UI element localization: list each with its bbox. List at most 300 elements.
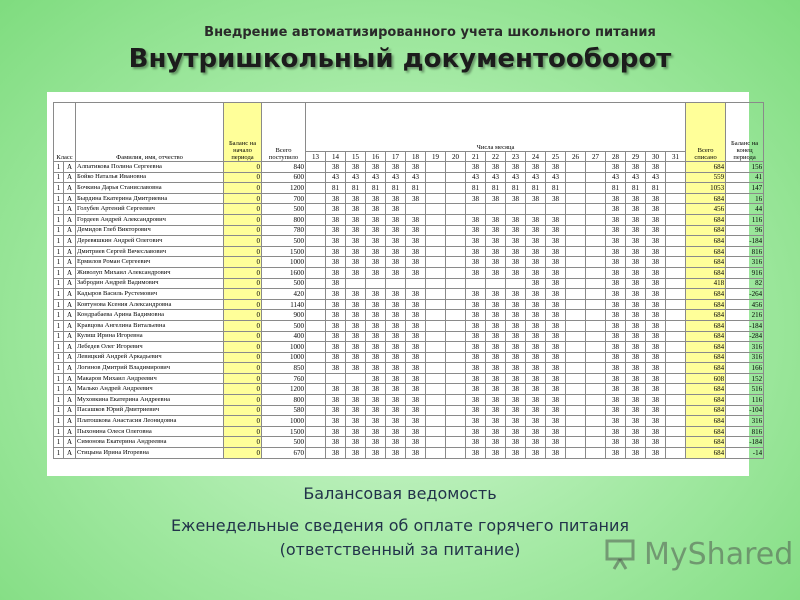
name-cell: Пыхонина Олеся Олеговна	[76, 426, 224, 437]
balance-end-cell: 16	[726, 193, 764, 204]
day-cell	[666, 426, 686, 437]
day-cell: 38	[626, 289, 646, 300]
grade-cell: 1	[54, 363, 64, 374]
letter-cell: А	[64, 363, 76, 374]
day-cell: 38	[366, 310, 386, 321]
received-cell: 670	[262, 448, 306, 459]
grade-cell: 1	[54, 193, 64, 204]
day-cell	[586, 426, 606, 437]
day-cell: 38	[626, 352, 646, 363]
day-cell: 38	[386, 384, 406, 395]
day-cell: 38	[606, 342, 626, 353]
received-cell: 800	[262, 395, 306, 406]
name-cell: Логинов Дмитрий Владимирович	[76, 363, 224, 374]
written-off-cell: 418	[686, 278, 726, 289]
day-cell: 38	[386, 437, 406, 448]
day-cell: 38	[546, 278, 566, 289]
day-cell: 38	[466, 257, 486, 268]
day-cell	[486, 278, 506, 289]
day-cell	[666, 448, 686, 459]
day-cell	[566, 373, 586, 384]
day-cell: 38	[406, 448, 426, 459]
day-cell: 38	[626, 310, 646, 321]
day-cell: 38	[646, 437, 666, 448]
day-cell	[306, 289, 326, 300]
day-cell	[666, 225, 686, 236]
day-cell: 38	[386, 405, 406, 416]
written-off-cell: 559	[686, 172, 726, 183]
day-cell	[666, 331, 686, 342]
day-cell: 38	[346, 267, 366, 278]
day-cell	[426, 426, 446, 437]
day-cell: 38	[466, 426, 486, 437]
day-cell: 38	[386, 225, 406, 236]
day-header: 25	[546, 152, 566, 162]
day-cell: 38	[366, 405, 386, 416]
letter-cell: А	[64, 395, 76, 406]
letter-cell: А	[64, 299, 76, 310]
day-cell	[446, 257, 466, 268]
day-cell: 38	[526, 405, 546, 416]
day-cell: 38	[386, 373, 406, 384]
day-cell	[446, 342, 466, 353]
table-row	[54, 225, 764, 236]
day-cell	[446, 289, 466, 300]
table-row	[54, 373, 764, 384]
day-cell: 38	[506, 214, 526, 225]
name-cell: Демидов Глеб Викторович	[76, 225, 224, 236]
day-cell	[426, 437, 446, 448]
day-cell	[566, 246, 586, 257]
day-cell	[426, 236, 446, 247]
day-cell: 38	[386, 267, 406, 278]
day-cell	[306, 267, 326, 278]
received-cell: 580	[262, 405, 306, 416]
table-body	[54, 162, 764, 459]
day-cell: 38	[466, 236, 486, 247]
day-cell: 38	[546, 448, 566, 459]
day-cell: 38	[546, 416, 566, 427]
day-cell: 38	[366, 214, 386, 225]
table-row	[54, 214, 764, 225]
day-cell: 38	[646, 395, 666, 406]
day-cell	[426, 172, 446, 183]
day-cell: 38	[606, 214, 626, 225]
balance-start-cell: 0	[224, 363, 262, 374]
received-cell: 780	[262, 225, 306, 236]
day-cell	[306, 448, 326, 459]
day-cell: 38	[626, 437, 646, 448]
day-cell	[666, 299, 686, 310]
day-cell: 38	[626, 416, 646, 427]
day-cell: 38	[346, 426, 366, 437]
day-cell	[406, 204, 426, 215]
day-cell	[426, 310, 446, 321]
day-cell	[566, 320, 586, 331]
day-cell: 38	[466, 299, 486, 310]
day-cell	[426, 384, 446, 395]
day-cell	[586, 310, 606, 321]
day-cell: 38	[326, 405, 346, 416]
grade-cell: 1	[54, 416, 64, 427]
balance-end-cell: -184	[726, 320, 764, 331]
day-cell: 38	[486, 214, 506, 225]
day-cell	[566, 278, 586, 289]
grade-cell: 1	[54, 320, 64, 331]
day-cell	[306, 278, 326, 289]
day-cell: 38	[366, 363, 386, 374]
day-cell: 38	[646, 331, 666, 342]
day-cell: 38	[386, 331, 406, 342]
day-cell: 38	[606, 426, 626, 437]
day-cell	[426, 448, 446, 459]
day-cell: 38	[626, 448, 646, 459]
received-cell: 1000	[262, 257, 306, 268]
day-cell: 38	[626, 278, 646, 289]
day-cell: 38	[406, 193, 426, 204]
day-cell	[666, 363, 686, 374]
day-cell: 38	[326, 193, 346, 204]
written-off-cell: 684	[686, 289, 726, 300]
day-cell: 38	[406, 236, 426, 247]
day-cell: 38	[506, 448, 526, 459]
day-cell: 38	[646, 246, 666, 257]
day-cell: 38	[466, 193, 486, 204]
day-cell: 38	[406, 405, 426, 416]
day-cell: 38	[626, 426, 646, 437]
grade-cell: 1	[54, 342, 64, 353]
day-cell	[586, 204, 606, 215]
day-cell: 38	[606, 352, 626, 363]
day-header: 29	[626, 152, 646, 162]
day-cell: 38	[486, 405, 506, 416]
day-cell: 38	[366, 342, 386, 353]
table-row	[54, 310, 764, 321]
day-cell: 38	[546, 373, 566, 384]
received-cell: 500	[262, 278, 306, 289]
day-cell	[446, 448, 466, 459]
day-cell: 38	[546, 236, 566, 247]
day-cell: 38	[486, 331, 506, 342]
day-cell: 38	[486, 437, 506, 448]
day-cell: 38	[626, 225, 646, 236]
day-cell: 38	[506, 267, 526, 278]
day-cell: 38	[346, 299, 366, 310]
day-cell	[306, 162, 326, 173]
day-cell	[666, 183, 686, 194]
balance-start-cell: 0	[224, 395, 262, 406]
received-cell: 900	[262, 310, 306, 321]
table-row	[54, 320, 764, 331]
name-cell: Голубев Артений Сергеевич	[76, 204, 224, 215]
day-cell	[426, 257, 446, 268]
day-cell: 38	[466, 352, 486, 363]
grade-cell: 1	[54, 405, 64, 416]
table-row	[54, 289, 764, 300]
day-cell	[586, 342, 606, 353]
grade-cell: 1	[54, 448, 64, 459]
day-cell	[386, 278, 406, 289]
day-cell	[666, 257, 686, 268]
day-header: 20	[446, 152, 466, 162]
day-cell: 38	[366, 162, 386, 173]
day-cell: 38	[486, 448, 506, 459]
name-cell: Бырдина Екатерина Дмитриевна	[76, 193, 224, 204]
balance-start-cell: 0	[224, 246, 262, 257]
day-cell: 38	[506, 352, 526, 363]
name-cell: Ермилов Роман Сергеевич	[76, 257, 224, 268]
day-cell	[666, 289, 686, 300]
day-cell	[666, 172, 686, 183]
name-cell: Гордеев Андрей Александрович	[76, 214, 224, 225]
day-cell: 38	[486, 257, 506, 268]
day-cell: 38	[646, 299, 666, 310]
balance-end-cell: 166	[726, 363, 764, 374]
day-cell: 38	[406, 384, 426, 395]
day-cell: 38	[506, 384, 526, 395]
day-cell: 38	[506, 162, 526, 173]
received-cell: 400	[262, 331, 306, 342]
day-cell: 38	[386, 426, 406, 437]
day-cell	[306, 214, 326, 225]
day-cell	[566, 225, 586, 236]
written-off-cell: 684	[686, 342, 726, 353]
day-cell	[586, 214, 606, 225]
day-cell: 38	[386, 363, 406, 374]
day-cell: 38	[486, 193, 506, 204]
day-cell: 38	[626, 246, 646, 257]
day-cell: 38	[506, 363, 526, 374]
day-cell	[446, 384, 466, 395]
day-cell: 38	[606, 384, 626, 395]
received-cell: 1000	[262, 416, 306, 427]
day-cell: 38	[326, 236, 346, 247]
written-off-cell: 684	[686, 246, 726, 257]
written-off-cell: 1053	[686, 183, 726, 194]
day-cell	[586, 395, 606, 406]
day-cell	[426, 183, 446, 194]
day-cell: 38	[646, 162, 666, 173]
day-cell	[306, 310, 326, 321]
day-cell: 38	[626, 331, 646, 342]
day-cell: 38	[406, 289, 426, 300]
day-cell	[506, 204, 526, 215]
day-cell: 38	[326, 310, 346, 321]
day-cell: 38	[606, 225, 626, 236]
day-cell	[666, 267, 686, 278]
written-off-cell: 684	[686, 437, 726, 448]
day-cell: 38	[406, 416, 426, 427]
day-cell: 38	[606, 299, 626, 310]
balance-end-cell: 316	[726, 257, 764, 268]
day-cell	[586, 236, 606, 247]
day-cell: 38	[646, 236, 666, 247]
day-cell	[446, 162, 466, 173]
day-cell: 38	[646, 257, 666, 268]
name-cell: Алпатикова Полина Сергеевна	[76, 162, 224, 173]
received-cell: 800	[262, 214, 306, 225]
day-cell: 38	[626, 395, 646, 406]
day-cell	[426, 193, 446, 204]
day-cell: 38	[366, 204, 386, 215]
day-cell: 38	[406, 267, 426, 278]
day-cell: 38	[326, 331, 346, 342]
day-cell: 38	[546, 352, 566, 363]
day-cell	[486, 204, 506, 215]
day-cell	[426, 342, 446, 353]
day-cell: 38	[386, 416, 406, 427]
table-row	[54, 246, 764, 257]
day-cell	[566, 193, 586, 204]
day-cell	[466, 278, 486, 289]
name-cell: Деревяшкин Андрей Олегович	[76, 236, 224, 247]
day-cell	[306, 331, 326, 342]
day-cell: 38	[326, 225, 346, 236]
day-cell	[426, 373, 446, 384]
balance-start-cell: 0	[224, 373, 262, 384]
table-row	[54, 183, 764, 194]
name-cell: Малько Андрей Андреевич	[76, 384, 224, 395]
day-cell: 38	[466, 320, 486, 331]
letter-cell: А	[64, 289, 76, 300]
day-cell: 38	[606, 437, 626, 448]
name-cell: Дмитриев Сергей Вячеславович	[76, 246, 224, 257]
day-cell: 38	[326, 352, 346, 363]
received-cell: 1200	[262, 183, 306, 194]
day-cell: 43	[646, 172, 666, 183]
day-cell: 38	[526, 352, 546, 363]
day-cell: 81	[386, 183, 406, 194]
day-cell	[306, 236, 326, 247]
letter-cell: А	[64, 416, 76, 427]
day-cell: 38	[466, 405, 486, 416]
table-row	[54, 405, 764, 416]
day-cell: 38	[326, 320, 346, 331]
day-cell	[426, 363, 446, 374]
day-cell: 38	[526, 289, 546, 300]
day-cell: 38	[346, 193, 366, 204]
day-cell	[566, 363, 586, 374]
day-cell: 38	[346, 225, 366, 236]
day-cell: 38	[606, 204, 626, 215]
grade-cell: 1	[54, 214, 64, 225]
name-cell: Забродин Андрей Вадимович	[76, 278, 224, 289]
day-cell	[306, 225, 326, 236]
day-cell	[346, 373, 366, 384]
balance-end-cell: 316	[726, 416, 764, 427]
day-cell: 38	[546, 384, 566, 395]
day-cell: 38	[506, 225, 526, 236]
day-cell	[446, 426, 466, 437]
day-cell: 38	[386, 395, 406, 406]
name-cell: Платошкова Анастасия Леонидовна	[76, 416, 224, 427]
day-cell: 38	[486, 384, 506, 395]
balance-end-cell: 456	[726, 299, 764, 310]
day-cell	[586, 278, 606, 289]
letter-cell: А	[64, 204, 76, 215]
day-cell: 81	[526, 183, 546, 194]
table-row	[54, 352, 764, 363]
day-cell: 38	[526, 384, 546, 395]
grade-cell: 1	[54, 373, 64, 384]
day-cell: 38	[406, 246, 426, 257]
day-cell	[446, 352, 466, 363]
grade-cell: 1	[54, 437, 64, 448]
day-cell: 38	[386, 299, 406, 310]
day-cell: 38	[626, 299, 646, 310]
day-cell	[446, 278, 466, 289]
day-cell	[306, 342, 326, 353]
day-cell	[586, 405, 606, 416]
day-header: 26	[566, 152, 586, 162]
day-cell	[566, 437, 586, 448]
grade-cell: 1	[54, 162, 64, 173]
day-cell: 38	[546, 426, 566, 437]
written-off-cell: 684	[686, 405, 726, 416]
balance-end-cell: 82	[726, 278, 764, 289]
day-header: 24	[526, 152, 546, 162]
day-cell: 38	[606, 416, 626, 427]
day-cell: 38	[466, 331, 486, 342]
day-cell: 38	[346, 395, 366, 406]
name-cell: Бочкина Дарья Станиславовна	[76, 183, 224, 194]
day-cell: 38	[646, 310, 666, 321]
day-cell	[426, 204, 446, 215]
day-cell	[306, 246, 326, 257]
grade-cell: 1	[54, 384, 64, 395]
day-cell	[586, 257, 606, 268]
watermark-text: MyShared	[644, 536, 794, 572]
day-header: 13	[306, 152, 326, 162]
day-cell: 38	[526, 395, 546, 406]
day-cell	[426, 162, 446, 173]
day-cell: 38	[626, 214, 646, 225]
table-row	[54, 172, 764, 183]
day-cell: 38	[326, 426, 346, 437]
day-cell: 38	[546, 395, 566, 406]
day-cell: 38	[546, 193, 566, 204]
balance-end-cell: 516	[726, 384, 764, 395]
day-cell: 38	[486, 342, 506, 353]
day-cell: 38	[406, 320, 426, 331]
day-cell: 38	[366, 225, 386, 236]
day-cell: 38	[466, 395, 486, 406]
day-cell	[586, 373, 606, 384]
day-cell	[566, 426, 586, 437]
day-cell: 38	[626, 373, 646, 384]
day-cell: 38	[546, 437, 566, 448]
day-cell: 38	[506, 416, 526, 427]
day-cell: 38	[346, 405, 366, 416]
balance-end-cell: 316	[726, 352, 764, 363]
balance-end-cell: 316	[726, 342, 764, 353]
balance-start-cell: 0	[224, 320, 262, 331]
written-off-cell: 684	[686, 267, 726, 278]
day-cell	[586, 193, 606, 204]
day-cell: 38	[366, 289, 386, 300]
day-cell: 38	[346, 320, 366, 331]
name-cell: Пасашков Юрий Дмитриевич	[76, 405, 224, 416]
day-cell	[306, 373, 326, 384]
day-cell: 38	[646, 352, 666, 363]
day-cell	[566, 416, 586, 427]
day-cell: 38	[506, 299, 526, 310]
day-cell: 38	[486, 373, 506, 384]
balance-end-cell: 147	[726, 183, 764, 194]
day-cell: 38	[606, 289, 626, 300]
day-cell: 38	[366, 395, 386, 406]
day-cell	[546, 204, 566, 215]
